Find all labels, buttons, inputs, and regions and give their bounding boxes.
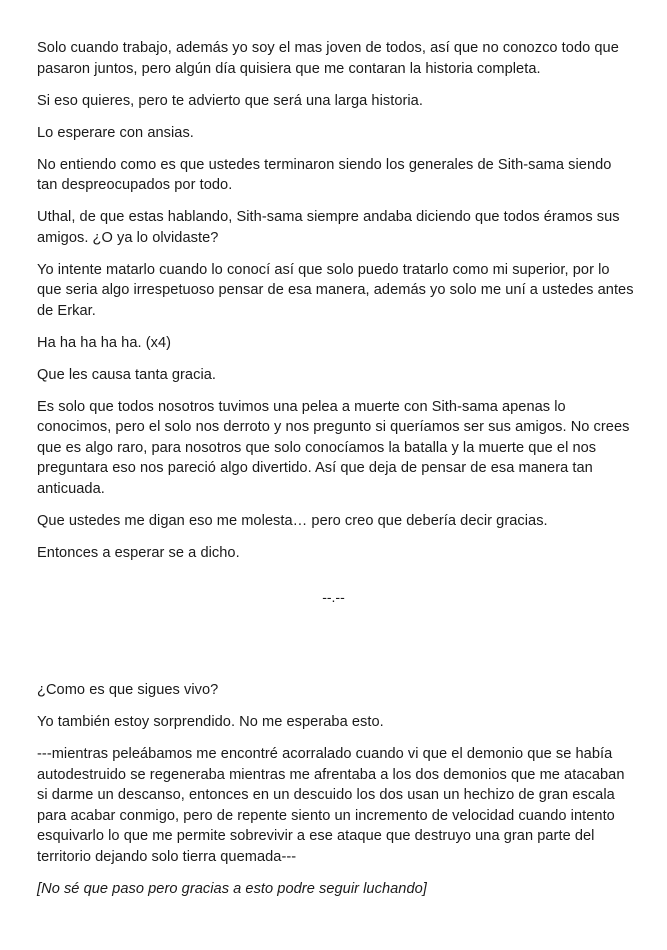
paragraph: Que ustedes me digan eso me molesta… pero creo que debería decir gracias. [37,512,548,529]
separator-text: --.-- [322,589,345,605]
paragraph: Ha ha ha ha ha. (x4) [37,334,172,351]
paragraph: Lo esperare con ansias. [37,124,194,141]
dialogue-section-2 [37,680,635,911]
paragraph: Entonces a esperar se a dicho. [37,544,240,561]
paragraph: Si eso quieres, pero te advierto que será una larga historia. [37,92,423,109]
paragraph: Yo intente matarlo cuando lo conocí así que solo puedo tratarlo como mi superior, por lo que seria algo irrespetuoso pensar de esa manera, además yo solo me uní a ustedes antes de Erkar. [37,261,634,319]
paragraph: ---mientras peleábamos me encontré acorralado cuando vi que el demonio que se había autodestruido se regeneraba mientras me afrentaba a los dos demonios que me atacaban si darme un descanso, entonces en un descuido los dos usan un hechizo de gran escala para acabar conmigo, pero de repente siento un incremento de velocidad cuando intento esquivarlo lo que me permite sobrevivir a ese ataque que destruyo una gran parte del territorio dejando solo tierra quemada--- [37,746,625,865]
closing-italic-thought: [No sé que paso pero gracias a esto podre seguir luchando] [37,880,427,897]
scene-separator [0,587,667,607]
paragraph: Que les causa tanta gracia. [37,366,217,383]
dialogue-section-1 [37,38,635,575]
paragraph: Es solo que todos nosotros tuvimos una pelea a muerte con Sith-sama apenas lo conocimos, pero el solo nos derroto y nos pregunto si queríamos ser sus amigos. No crees que es algo raro, para nosotros que solo conocíamos la batalla y la muerte que el nos preguntara eso nos pareció algo divertido. Así que deja de pensar de esa manera tan anticuada. [37,398,630,497]
paragraph: Yo también estoy sorprendido. No me esperaba esto. [37,714,384,730]
paragraph: ¿Como es que sigues vivo? [37,682,219,698]
paragraph: No entiendo como es que ustedes terminaron siendo los generales de Sith-sama siendo tan despreocupados por todo. [37,156,612,193]
paragraph: Uthal, de que estas hablando, Sith-sama siempre andaba diciendo que todos éramos sus amigos. ¿O ya lo olvidaste? [37,209,620,246]
paragraph: Solo cuando trabajo, además yo soy el mas joven de todos, así que no conozco todo que pasaron juntos, pero algún día quisiera que me contaran la historia completa. [37,40,619,77]
